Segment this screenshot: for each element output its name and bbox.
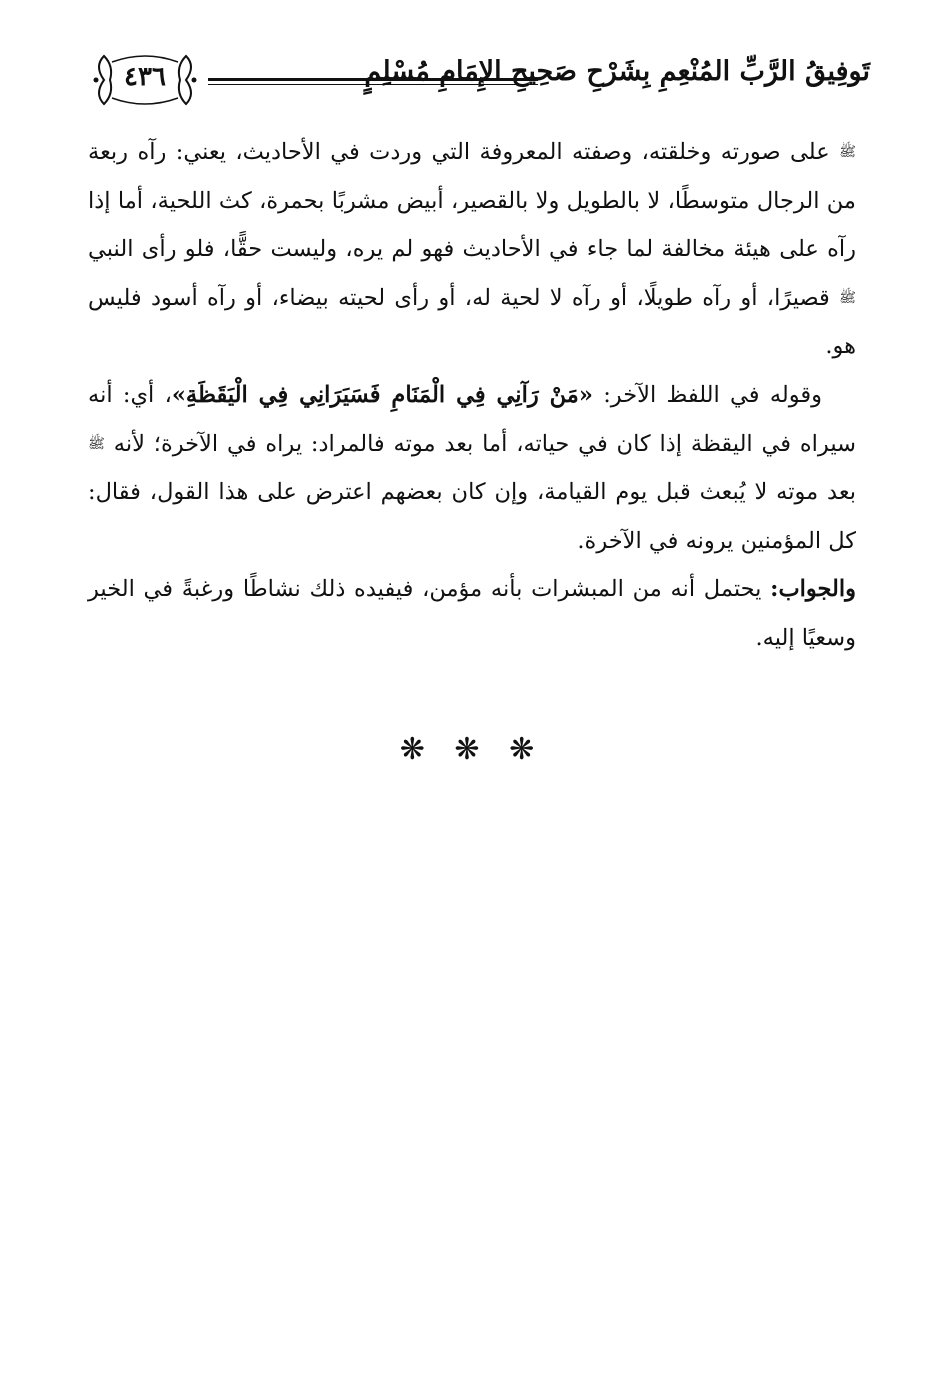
paragraph-2-text: ، أي: أنه سيراه في اليقظة إذا كان في حياته، أما بعد موته فالمراد: يراه في الآخرة؛ لأنه — [88, 381, 856, 457]
section-divider-stars-icon: ❋ ❋ ❋ — [399, 732, 545, 767]
honorific-glyph: ﷺ — [839, 289, 856, 306]
book-title: تَوفِيقُ الرَّبِّ المُنْعِمِ بِشَرْحِ صَحِيحِ الإِمَامِ مُسْلِمٍ — [364, 56, 870, 87]
page-number: ٤٣٦ — [124, 62, 166, 92]
paragraph-2-lead: وقوله في اللفظ الآخر: — [603, 381, 823, 408]
answer-term: والجواب: — [770, 576, 856, 603]
hadith-quote: «مَنْ رَآنِي فِي الْمَنَامِ فَسَيَرَانِي فِي الْيَقَظَةِ» — [171, 381, 593, 408]
page-body — [88, 128, 856, 663]
paragraph-3 — [88, 565, 856, 662]
paragraph-1-text: على صورته وخلقته، وصفته المعروفة التي وردت في الأحاديث، يعني: رآه ربعة من الرجال متوسطًا، لا بالطويل ولا بالقصير، أبيض مشربًا بحمرة، كث اللحية، أما إذا رآه على هيئة مخالفة لما جاء في الأحاديث فهو لم يره، وليست حقًّا، فلو رأى النبي — [88, 139, 856, 263]
paragraph-3-text: يحتمل أنه من المبشرات بأنه مؤمن، فيفيده ذلك نشاطًا ورغبةً في الخير وسعيًا إليه. — [88, 576, 856, 651]
honorific-glyph: ﷺ — [839, 144, 856, 160]
paragraph-1-text-2: قصيرًا، أو رآه طويلًا، أو رآه لا لحية له، أو رأى لحيته بيضاء، أو رآه أسود فليس هو. — [88, 284, 856, 360]
paragraph-2-text-2: بعد موته لا يُبعث قبل يوم القيامة، وإن كان بعضهم اعترض على هذا القول، فقال: كل المؤمنين يرونه في الآخرة. — [88, 479, 856, 554]
honorific-glyph: ﷺ — [88, 435, 105, 452]
page-header — [90, 52, 870, 112]
paragraph-2 — [88, 371, 856, 565]
paragraph-1 — [88, 128, 856, 371]
